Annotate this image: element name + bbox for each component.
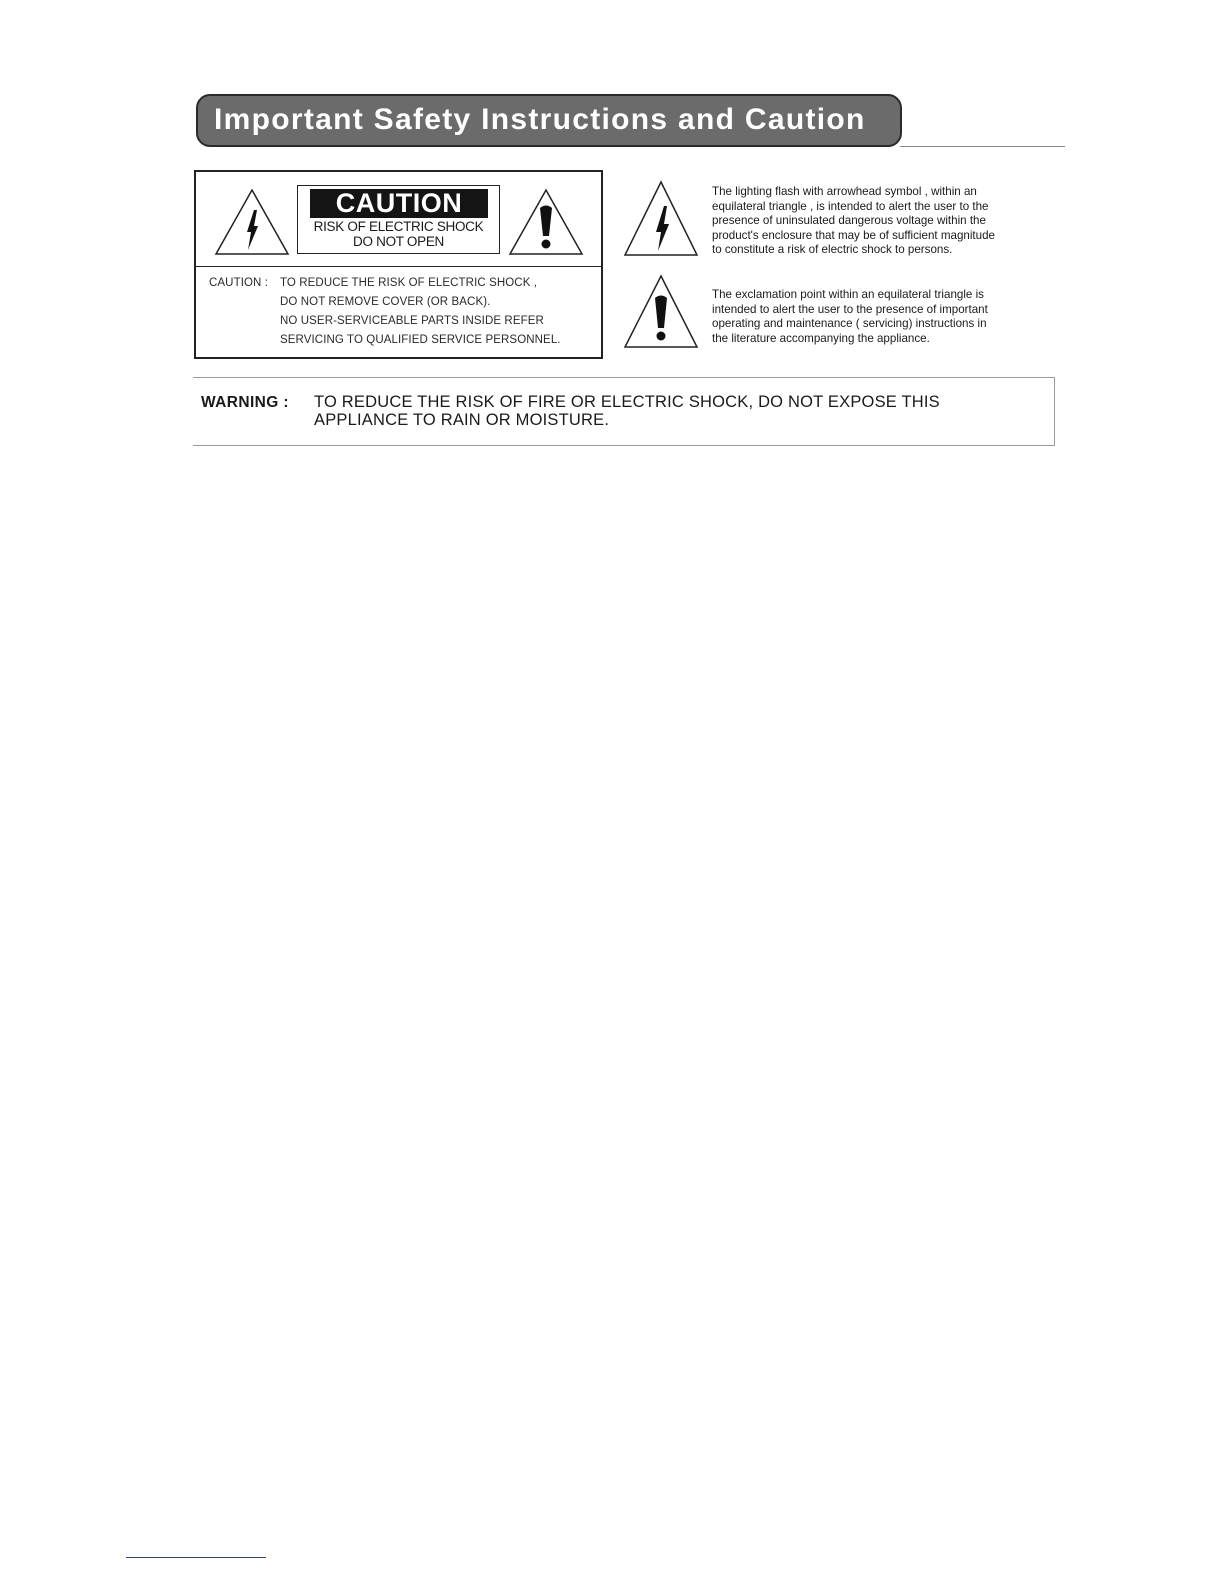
caution-prefix: CAUTION :: [209, 277, 269, 289]
lightning-warning-icon: [214, 188, 290, 256]
lightning-desc-5: to constitute a risk of electric shock to persons.: [712, 243, 953, 257]
caution-label-divider: [196, 266, 601, 267]
warning-label: WARNING :: [201, 394, 289, 411]
caution-line-3: NO USER-SERVICEABLE PARTS INSIDE REFER: [280, 315, 544, 327]
caution-banner: CAUTION: [310, 189, 488, 218]
lightning-symbol-icon: [623, 180, 699, 258]
footer-link-underline[interactable]: [126, 1557, 266, 1558]
exclamation-symbol-icon: [623, 274, 699, 350]
exclamation-desc-2: intended to alert the user to the presence of important: [712, 302, 988, 316]
caution-open-text: DO NOT OPEN: [353, 234, 444, 249]
caution-risk-text: RISK OF ELECTRIC SHOCK: [313, 219, 484, 234]
lightning-desc-4: product's enclosure that may be of sufficient magnitude: [712, 228, 995, 242]
lightning-desc-2: equilateral triangle , is intended to alert the user to the: [712, 199, 989, 213]
lightning-desc-3: presence of uninsulated dangerous voltage within the: [712, 214, 986, 228]
exclamation-desc-1: The exclamation point within an equilateral triangle is: [712, 288, 984, 301]
page-title: Important Safety Instructions and Caution: [214, 103, 866, 136]
caution-line-4: SERVICING TO QUALIFIED SERVICE PERSONNEL.: [280, 334, 561, 346]
exclamation-desc-3: operating and maintenance ( servicing) instructions in: [712, 317, 987, 331]
lightning-desc-1: The lighting flash with arrowhead symbol , within an: [712, 185, 977, 198]
exclamation-desc-4: the literature accompanying the appliance.: [712, 331, 930, 345]
exclamation-warning-icon: [508, 188, 584, 256]
caution-line-2: DO NOT REMOVE COVER (OR BACK).: [280, 296, 491, 308]
warning-line-2: APPLIANCE TO RAIN OR MOISTURE.: [314, 411, 610, 429]
caution-line-1: TO REDUCE THE RISK OF ELECTRIC SHOCK ,: [280, 277, 538, 289]
warning-line-1: TO REDUCE THE RISK OF FIRE OR ELECTRIC SHOCK, DO NOT EXPOSE THIS: [314, 393, 940, 411]
header-rule: [900, 146, 1065, 147]
